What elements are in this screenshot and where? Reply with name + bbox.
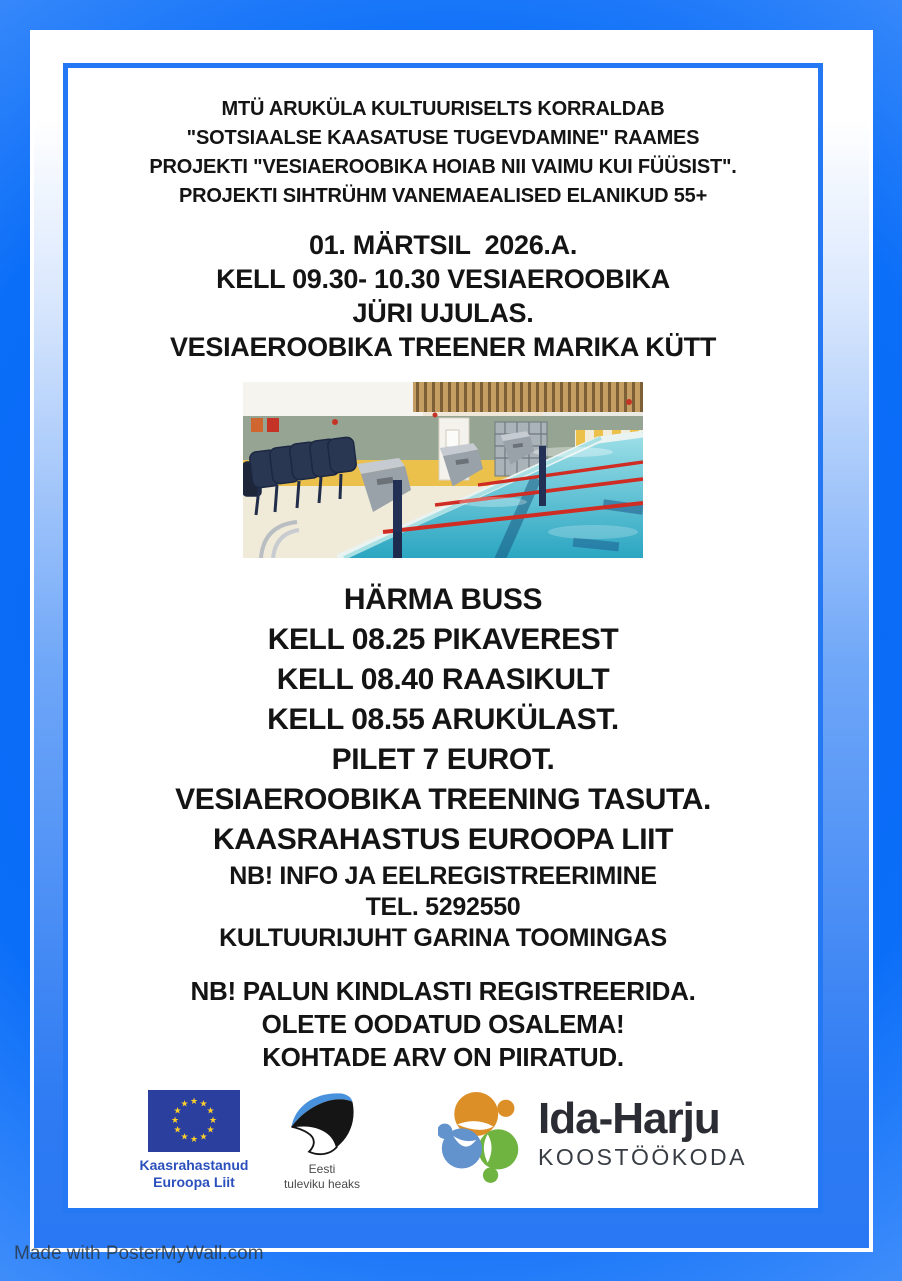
event-details [68,228,818,364]
header-line: PROJEKTI SIHTRÜHM VANEMAEALISED ELANIKUD 55+ [178,185,708,207]
info-line: KULTUURIJUHT GARINA TOOMINGAS [219,924,667,952]
eu-cofunding-logo [138,1088,250,1191]
registration-info [68,861,818,954]
event-line: KELL 09.30- 10.30 VESIAEROOBIKA [216,264,670,294]
registration-note [68,975,818,1074]
svg-text:★: ★ [199,1132,208,1143]
event-line: VESIAEROOBIKA TREENER MARIKA KÜTT [169,332,717,362]
register-line: OLETE OODATUD OSALEMA! [261,1009,625,1039]
svg-text:★: ★ [206,1125,215,1136]
svg-text:★: ★ [180,1099,189,1110]
ida-harju-wordmark [538,1096,747,1172]
bus-line: PILET 7 EUROT. [331,743,555,776]
eu-caption-line: Kaasrahastanud [139,1157,249,1173]
bus-line: KELL 08.55 ARUKÜLAST. [267,703,619,736]
eu-caption-line: Euroopa Liit [153,1174,235,1190]
bus-line: KELL 08.25 PIKAVEREST [267,623,619,656]
organizer-header [68,95,818,211]
pool-photo [243,382,643,558]
eesti-caption-line: tuleviku heaks [283,1177,361,1191]
postermywall-watermark: Made with PosterMyWall.com [14,1243,264,1264]
register-line: NB! PALUN KINDLASTI REGISTREERIDA. [190,976,696,1006]
svg-text:★: ★ [173,1125,182,1136]
ida-harju-subtitle: KOOSTÖÖKODA [538,1144,747,1170]
bus-line: HÄRMA BUSS [343,583,543,616]
svg-text:★: ★ [170,1116,180,1126]
bus-line: KELL 08.40 RAASIKULT [276,663,610,696]
logos-row [68,1088,818,1192]
eesti-tuleviku-heaks-logo [264,1088,380,1192]
svg-text:★: ★ [180,1132,189,1143]
header-line: PROJEKTI "VESIAEROOBIKA HOIAB NII VAIMU KUI FÜÜSIST". [149,156,737,178]
event-line: 01. MÄRTSIL 2026.A. [308,230,578,260]
ida-harju-swirl-icon [438,1088,524,1184]
bus-line: KAASRAHASTUS EUROOPA LIIT [212,823,673,856]
estonian-swoosh-icon [279,1088,365,1160]
eu-flag-icon [148,1090,240,1152]
event-line: JÜRI UJULAS. [352,298,534,328]
header-line: MTÜ ARUKÜLA KULTUURISELTS KORRALDAB [221,98,665,120]
eesti-caption-line: Eesti [308,1162,336,1176]
ida-harju-koostookoda-logo [438,1088,747,1184]
register-line: KOHTADE ARV ON PIIRATUD. [262,1042,624,1072]
svg-text:★: ★ [199,1099,208,1110]
svg-text:★: ★ [189,1135,199,1145]
info-line: NB! INFO JA EELREGISTREERIMINE [229,862,657,890]
info-line: TEL. 5292550 [365,893,521,921]
svg-text:★: ★ [173,1106,182,1117]
svg-text:★: ★ [189,1097,199,1107]
header-line: "SOTSIAALSE KAASATUSE TUGEVDAMINE" RAAMES [186,127,700,149]
poster-panel [63,63,823,1213]
svg-text:★: ★ [208,1116,218,1126]
ida-harju-title: Ida-Harju [538,1094,720,1143]
bus-schedule [68,580,818,860]
eesti-logo-caption [264,1162,380,1192]
eu-logo-caption [138,1157,250,1191]
bus-line: VESIAEROOBIKA TREENING TASUTA. [175,783,711,816]
svg-text:★: ★ [206,1106,215,1117]
